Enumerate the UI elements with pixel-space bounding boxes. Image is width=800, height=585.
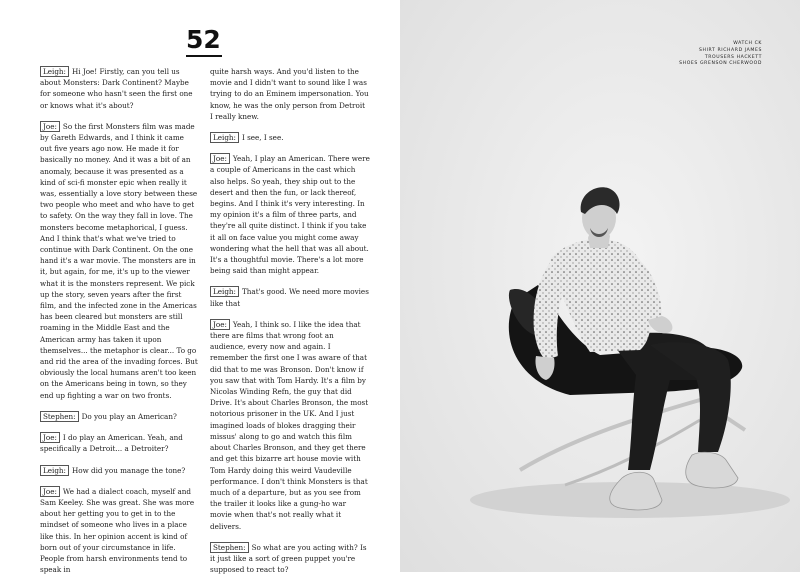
interview-paragraph <box>210 132 370 143</box>
paragraph-text: That's good. We need more movies like that <box>210 287 369 308</box>
paragraph-text: I see, I see. <box>241 133 284 143</box>
paragraph-text: So the first Monsters film was made by Gareth Edwards, and I think it came out five years ago now. He made it for basically no money. And it was a bit of an anomaly, because it was presented as a kind of sci-fi monster epic when really it was, essentially a love story between these two people who meet and who have to get to safety. On the way they fall in love. The monsters become metaphorical, I guess. And I think that's what we've tried to continue with Dark Continent. On the one hand it's a war movie. The monsters are in it, but again, for me, it's up to the viewer what it is the monsters represent. We pick up the story, seven years after the first film, and the infected zone in the Americas has been cleared but monsters are still roaming in the Middle East and the American army has taken it upon themselves... the metaphor is clear... To go and rid the area of the invading forces. But obviously the local humans aren't too keen on the Americans being in town, so they end up fighting a war on two fronts. <box>40 121 198 400</box>
interview-paragraph <box>40 121 198 401</box>
credit-watch: WATCH CK <box>733 41 762 46</box>
speaker-label: Joe: <box>40 486 60 497</box>
paragraph-text: Yeah, I think so. I like the idea that there are films that wrong foot an audience, every now and again. I remember the first one I was aware of that did that to me was Bronson. Don't know if you saw that with Tom Hardy. It's a film by Nicolas Winding Refn, the guy that did Drive. It's about Charles Bronson, the most notorious prisoner in the UK. And I just imagined loads of blokes dragging their missus' along to go and watch this film about Charles Bronson, and they get there and get this bizarre art house movie with Tom Hardy doing this weird Vaudeville performance. I don't think Monsters is that much of a departure, but as you see from the trailer it looks like a gung-ho war movie when that's not really what it delivers. <box>210 319 369 531</box>
paragraph-text: Hi Joe! Firstly, can you tell us about Monsters: Dark Continent? Maybe for someone who hasn't seen the first one or knows what it's about? <box>40 67 193 110</box>
paragraph-text: So what are you acting with? Is it just like a sort of green puppet you're supposed to react to? <box>210 542 367 575</box>
fashion-photo <box>400 0 800 572</box>
paragraph-text: How did you manage the tone? <box>71 465 186 475</box>
interview-paragraph <box>40 486 198 576</box>
speaker-label: Stephen: <box>40 411 79 422</box>
interview-paragraph <box>210 319 370 532</box>
interview-paragraph <box>210 153 370 276</box>
speaker-label: Leigh: <box>210 132 239 143</box>
speaker-label: Leigh: <box>40 465 69 476</box>
speaker-label: Stephen: <box>210 542 249 553</box>
paragraph-text: quite harsh ways. And you'd listen to the movie and I didn't want to sound like I was trying to do an Eminem impersonation. You know, he was the only person from Detroit I really knew. <box>210 67 369 121</box>
interview-paragraph <box>40 432 198 454</box>
left-page <box>0 0 400 575</box>
credit-shoes: SHOES GRENSON CHERWOOD <box>679 61 762 67</box>
credit-trousers: TROUSERS HACKETT <box>704 54 762 60</box>
right-page-photo <box>400 0 800 572</box>
interview-paragraph <box>40 465 198 476</box>
interview-paragraph <box>210 66 370 122</box>
interview-paragraph <box>40 411 198 422</box>
speaker-label: Joe: <box>210 153 230 164</box>
interview-paragraph <box>40 66 198 111</box>
paragraph-text: Do you play an American? <box>81 411 177 421</box>
interview-column-left <box>40 66 198 585</box>
speaker-label: Leigh: <box>40 66 69 77</box>
speaker-label: Joe: <box>40 432 60 443</box>
paragraph-text: Yeah, I play an American. There were a couple of Americans in the cast which also helps. So yeah, they ship out to the desert and then the fun, or lack thereof, begins. And I think it's very interesting. In my opinion it's a film of three parts, and they're all quite distinct. I think if you take it all on face value you might come away wondering what the hell that was all about. It's a thoughtful movie. There's a lot more being said than might appear. <box>210 154 370 276</box>
paragraph-text: We had a dialect coach, myself and Sam Keeley. She was great. She was more about her getting you to get in to the mindset of someone who lives in a place like this. In her opinion accent is kind of born out of your circumstance in life. People from harsh environments tend to speak in <box>40 486 195 575</box>
fashion-credits <box>679 41 762 68</box>
interview-paragraph <box>210 286 370 308</box>
interview-paragraph <box>210 542 370 576</box>
speaker-label: Joe: <box>40 121 60 132</box>
speaker-label: Leigh: <box>210 286 239 297</box>
page-number-underline <box>186 55 222 57</box>
credit-shirt: SHIRT RICHARD JAMES <box>699 47 762 53</box>
speaker-label: Joe: <box>210 319 230 330</box>
paragraph-text: I do play an American. Yeah, and specifically a Detroit... a Detroiter? <box>40 433 183 454</box>
page-number: 52 <box>186 25 221 54</box>
interview-column-right <box>210 66 370 585</box>
